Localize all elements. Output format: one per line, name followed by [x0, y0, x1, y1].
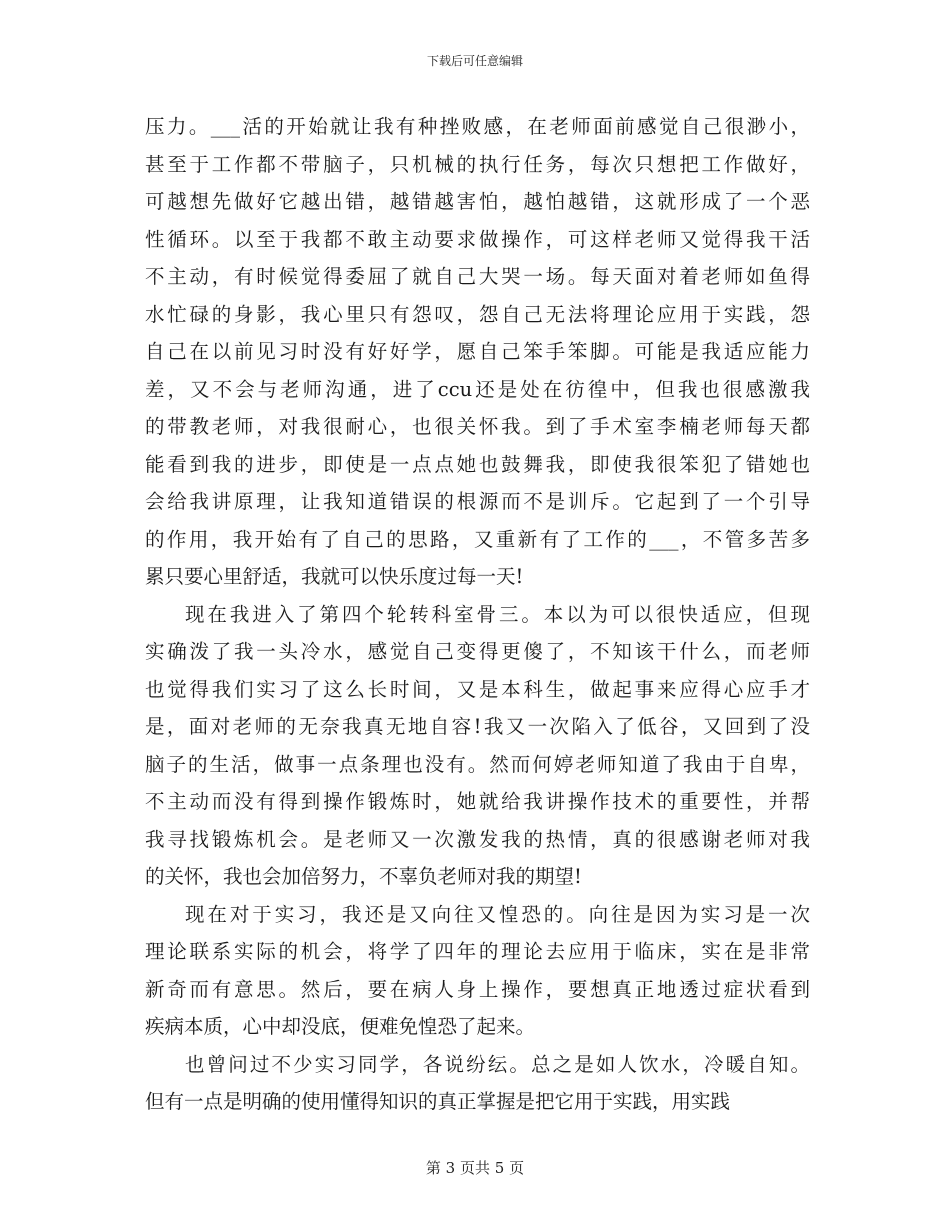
text-line: 差，又不会与老师沟通，进了ccu还是处在彷徨中，但我也很感激我 [145, 377, 810, 401]
text-line: 我寻找锻炼机会。是老师又一次激发我的热情，真的很感谢老师对我 [145, 827, 810, 851]
text-line: 现在对于实习，我还是又向往又惶恐的。向往是因为实习是一次 [185, 902, 810, 926]
paragraph [145, 896, 810, 1046]
paragraph [145, 596, 810, 896]
text-line: 现在我进入了第四个轮转科室骨三。本以为可以很快适应，但现 [185, 602, 810, 626]
text-line: 性循环。以至于我都不敢主动要求做操作，可这样老师又觉得我干活 [145, 227, 810, 251]
text-line: 不主动，有时候觉得委屈了就自己大哭一场。每天面对着老师如鱼得 [145, 265, 810, 288]
text-line: 甚至于工作都不带脑子，只机械的执行任务，每次只想把工作做好， [145, 152, 810, 176]
text-line: 理论联系实际的机会，将学了四年的理论去应用于临床，实在是非常 [145, 940, 810, 963]
text-line: 脑子的生活，做事一点条理也没有。然而何婷老师知道了我由于自卑， [145, 752, 810, 776]
text-line: 也觉得我们实习了这么长时间，又是本科生，做起事来应得心应手才 [145, 677, 810, 701]
page-header: 下载后可任意编辑 [426, 54, 523, 68]
text-line: 也曾问过不少实习同学，各说纷纭。总之是如人饮水，冷暖自知。 [185, 1052, 810, 1076]
text-line: 能看到我的进步，即使是一点点她也鼓舞我，即使我很笨犯了错她也 [145, 452, 810, 476]
text-line: 是，面对老师的无奈我真无地自容!我又一次陷入了低谷，又回到了没 [145, 715, 810, 738]
text-line: 但有一点是明确的使用懂得知识的真正掌握是把它用于实践，用实践 [145, 1090, 731, 1113]
text-line: 的带教老师，对我很耐心，也很关怀我。到了手术室李楠老师每天都 [145, 415, 810, 438]
text-line: 实确泼了我一头冷水，感觉自己变得更傻了，不知该干什么，而老师 [145, 640, 810, 663]
text-line: 疾病本质，心中却没底，便难免惶恐了起来。 [145, 1015, 536, 1038]
text-line: 新奇而有意思。然后，要在病人身上操作，要想真正地透过症状看到 [145, 977, 810, 1001]
paragraph [145, 108, 810, 596]
text-line: 自己在以前见习时没有好好学，愿自己笨手笨脚。可能是我适应能力 [145, 340, 810, 363]
paragraph [145, 1046, 810, 1121]
page-footer: 第 3 页共 5 页 [425, 1159, 525, 1177]
body-text [145, 108, 810, 1121]
text-line: 水忙碌的身影，我心里只有怨叹，怨自己无法将理论应用于实践，怨 [145, 302, 810, 326]
text-line: 的关怀，我也会加倍努力，不辜负老师对我的期望! [145, 865, 582, 888]
text-line: 可越想先做好它越出错，越错越害怕，越怕越错，这就形成了一个恶 [145, 190, 810, 213]
text-line: 会给我讲原理，让我知道错误的根源而不是训斥。它起到了一个引导 [145, 490, 810, 513]
text-line: 的作用，我开始有了自己的思路，又重新有了工作的___，不管多苦多 [145, 527, 810, 551]
text-line: 累只要心里舒适，我就可以快乐度过每一天! [145, 565, 524, 588]
text-line: 压力。___活的开始就让我有种挫败感，在老师面前感觉自己很渺小， [145, 115, 810, 138]
text-line: 不主动而没有得到操作锻炼时，她就给我讲操作技术的重要性，并帮 [145, 790, 810, 813]
